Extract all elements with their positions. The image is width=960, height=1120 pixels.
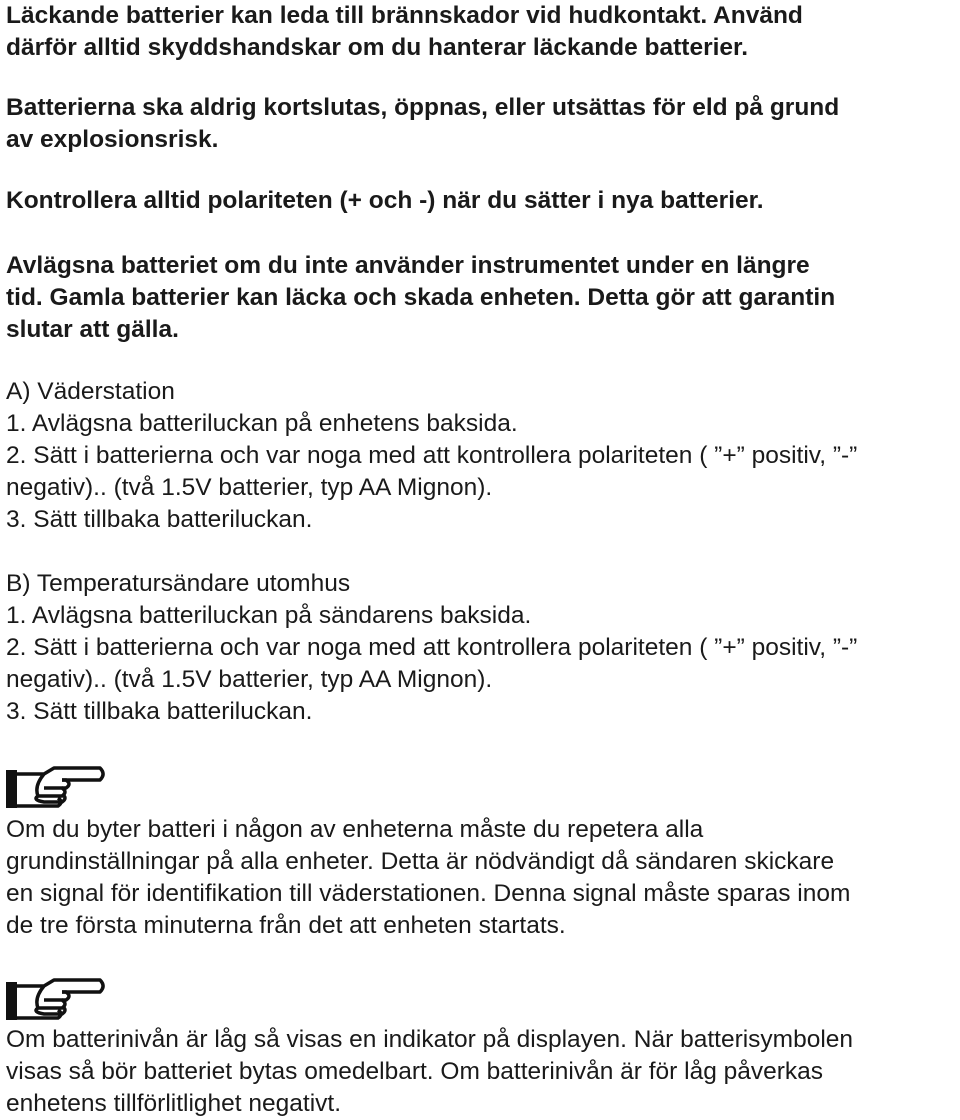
warning-leaking-batteries: Läckande batterier kan leda till brännskador vid hudkontakt. Använd därför alltid skyddshandskar om du hanterar läckande batterier. (6, 2, 803, 61)
section-heading: B) Temperatursändare utomhus (6, 570, 351, 597)
list-item: 1. Avlägsna batteriluckan på sändarens baksida. (6, 602, 532, 629)
warning-short-circuit: Batterierna ska aldrig kortslutas, öppnas, eller utsättas för eld på grund av explosionsrisk. (6, 94, 840, 153)
list-item: 2. Sätt i batterierna och var noga med att kontrollera polariteten ( ”+” positiv, ”-” negativ).. (två 1.5V batterier, typ AA Mignon). (6, 442, 858, 501)
list-item: 3. Sätt tillbaka batteriluckan. (6, 698, 313, 725)
section-weather-station (6, 376, 956, 536)
note-low-battery: Om batterinivån är låg så visas en indikator på displayen. När batterisymbolen visas så bör batteriet bytas omedelbart. Om batterinivån är för låg påverkas enhetens tillförlitlighet negativt. (6, 1026, 854, 1117)
pointing-hand-icon (4, 766, 108, 812)
warning-polarity: Kontrollera alltid polariteten (+ och -) när du sätter i nya batterier. (6, 187, 764, 214)
note-reset-settings: Om du byter batteri i någon av enheterna måste du repetera alla grundinställningar på alla enheter. Detta är nödvändigt då sändaren skickare en signal för identifikation till väderstationen. Denna signal måste sparas inom de tre första minuterna från det att enheten startats. (6, 816, 851, 939)
pointing-hand-icon (4, 978, 108, 1024)
list-item: 2. Sätt i batterierna och var noga med att kontrollera polariteten ( ”+” positiv, ”-” negativ).. (två 1.5V batterier, typ AA Mignon). (6, 634, 858, 693)
section-heading: A) Väderstation (6, 378, 175, 405)
list-item: 1. Avlägsna batteriluckan på enhetens baksida. (6, 410, 518, 437)
warning-remove-battery: Avlägsna batteriet om du inte använder instrumentet under en längre tid. Gamla batterier kan läcka och skada enheten. Detta gör att garantin slutar att gälla. (6, 252, 836, 343)
list-item: 3. Sätt tillbaka batteriluckan. (6, 506, 313, 533)
section-outdoor-sensor (6, 568, 956, 728)
